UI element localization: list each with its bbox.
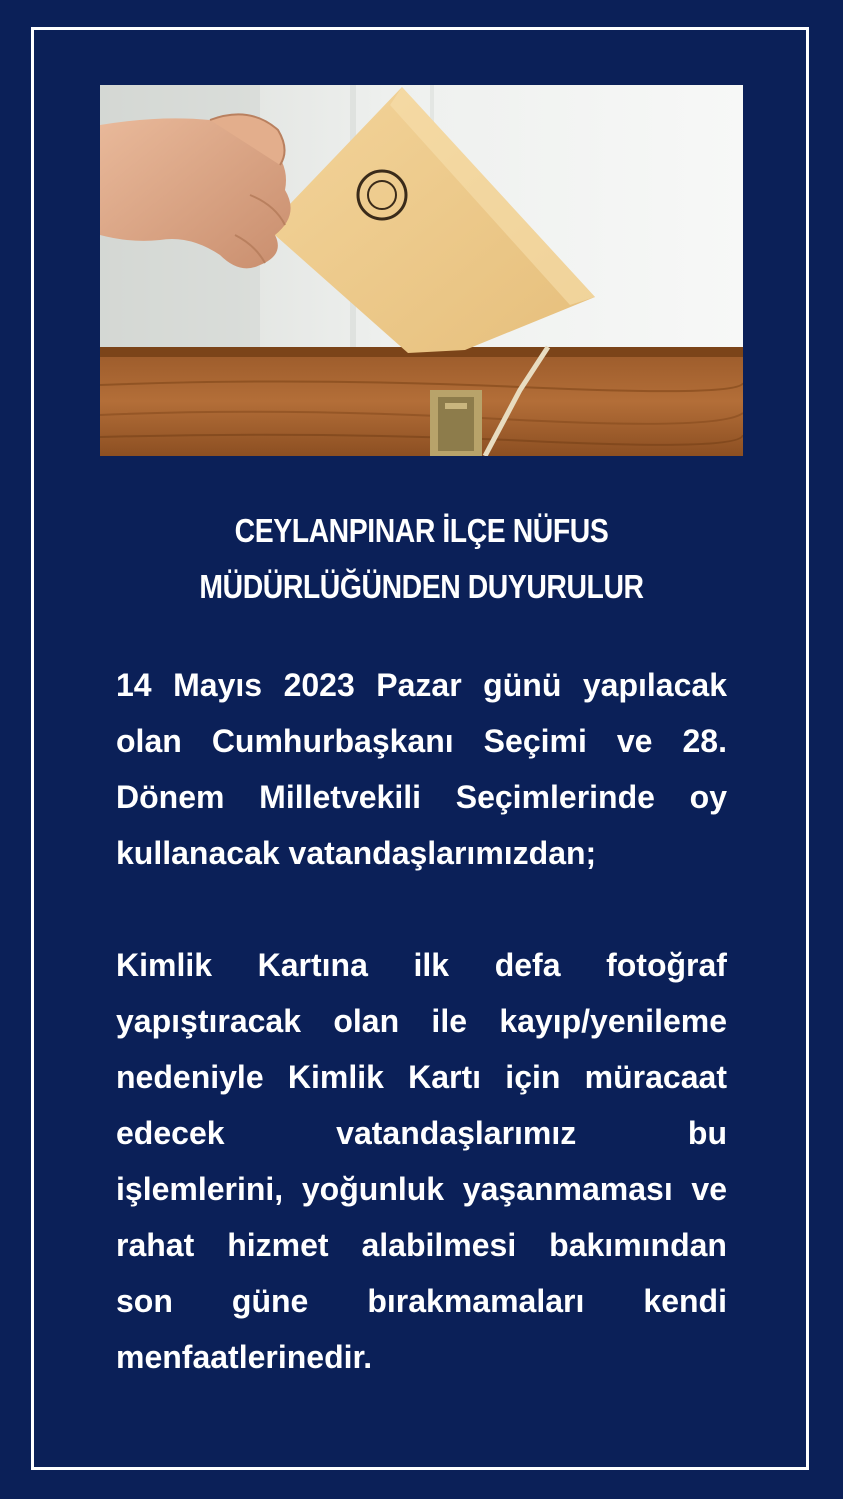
word: 2023 <box>283 667 355 703</box>
heading-line-2: MÜDÜRLÜĞÜNDEN DUYURULUR <box>199 568 644 605</box>
word: için <box>505 1059 561 1095</box>
word: Cumhurbaşkanı <box>211 723 454 759</box>
word: alabilmesi <box>361 1227 517 1263</box>
text-line <box>116 993 727 1049</box>
word: Seçimi <box>483 723 587 759</box>
text-line <box>116 657 727 713</box>
word: müracaat <box>584 1059 727 1095</box>
text-line <box>116 1217 727 1273</box>
word: edecek <box>116 1115 225 1151</box>
text-line <box>116 1049 727 1105</box>
word: Dönem <box>116 779 225 815</box>
word: kendi <box>643 1283 727 1319</box>
word: günü <box>483 667 562 703</box>
word: işlemlerini, <box>116 1171 284 1207</box>
text-line-content: menfaatlerinedir. <box>116 1339 373 1375</box>
text-line <box>116 1329 727 1385</box>
word: yoğunluk <box>301 1171 445 1207</box>
text-line <box>116 769 727 825</box>
word: Kimlik <box>287 1059 384 1095</box>
word: ile <box>431 1003 467 1039</box>
heading-line-1: CEYLANPINAR İLÇE NÜFUS <box>234 512 609 549</box>
word: ve <box>691 1171 727 1207</box>
word: hizmet <box>227 1227 329 1263</box>
word: yaşanmaması <box>462 1171 673 1207</box>
word: bakımından <box>549 1227 727 1263</box>
text-line <box>116 825 727 881</box>
word: nedeniyle <box>116 1059 264 1095</box>
word: fotoğraf <box>606 947 727 983</box>
word: vatandaşlarımız <box>336 1115 577 1151</box>
word: Mayıs <box>173 667 263 703</box>
ballot-photo <box>100 85 743 456</box>
word: defa <box>494 947 561 983</box>
word: Kartına <box>257 947 368 983</box>
word: yapılacak <box>582 667 727 703</box>
word: olan <box>333 1003 400 1039</box>
word: ve <box>616 723 653 759</box>
word: 28. <box>682 723 727 759</box>
word: olan <box>116 723 182 759</box>
word: bırakmamaları <box>367 1283 585 1319</box>
word: bu <box>687 1115 727 1151</box>
text-line-content: kullanacak vatandaşlarımızdan; <box>116 835 597 871</box>
word: yapıştıracak <box>116 1003 302 1039</box>
text-line <box>116 1105 727 1161</box>
word: Kartı <box>408 1059 482 1095</box>
word: 14 <box>116 667 152 703</box>
word: oy <box>689 779 727 815</box>
word: son <box>116 1283 173 1319</box>
word: Kimlik <box>116 947 213 983</box>
word: kayıp/yenileme <box>499 1003 727 1039</box>
word: Seçimlerinde <box>455 779 655 815</box>
word: rahat <box>116 1227 195 1263</box>
text-line <box>116 937 727 993</box>
text-line <box>116 1161 727 1217</box>
word: Pazar <box>376 667 462 703</box>
word: Milletvekili <box>259 779 422 815</box>
text-line <box>116 713 727 769</box>
text-line <box>116 1273 727 1329</box>
word: ilk <box>413 947 450 983</box>
word: güne <box>231 1283 309 1319</box>
